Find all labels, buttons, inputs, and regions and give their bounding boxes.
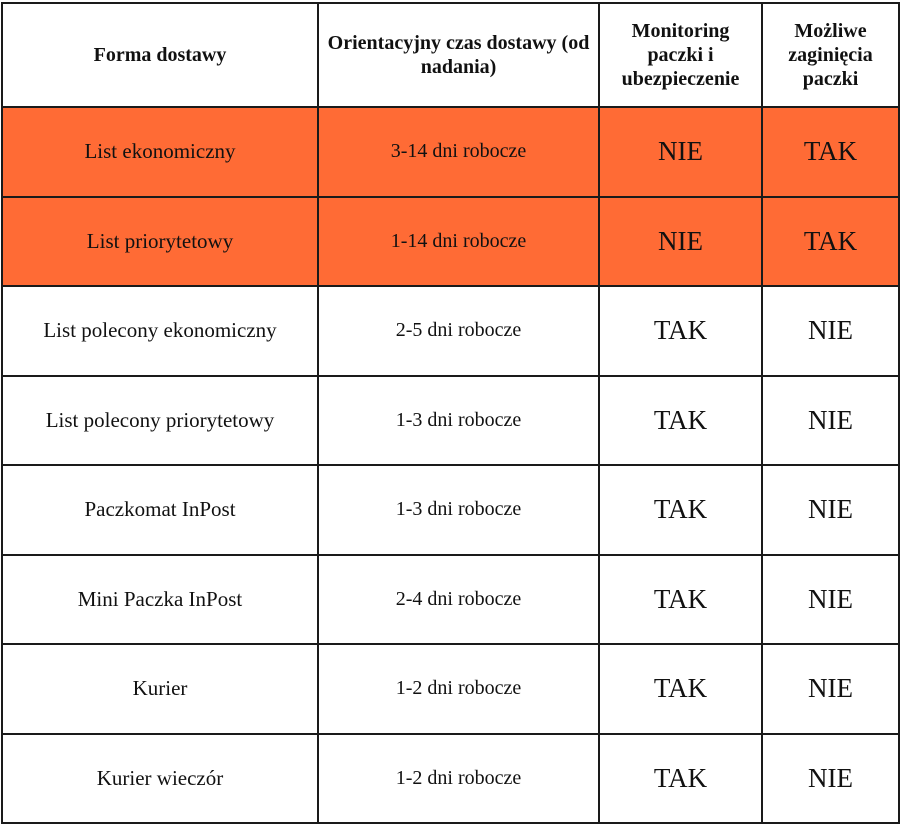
loss-cell: NIE <box>762 376 899 466</box>
delivery-comparison-table <box>1 2 900 824</box>
loss-cell: NIE <box>762 555 899 645</box>
delivery-method-cell: List polecony ekonomiczny <box>2 286 318 376</box>
table-row <box>2 376 899 466</box>
table-row <box>2 644 899 734</box>
loss-cell: NIE <box>762 286 899 376</box>
loss-cell: NIE <box>762 644 899 734</box>
delivery-method-cell: Kurier wieczór <box>2 734 318 824</box>
table-row <box>2 286 899 376</box>
table-row <box>2 465 899 555</box>
delivery-method-cell: Mini Paczka InPost <box>2 555 318 645</box>
delivery-method-cell: Paczkomat InPost <box>2 465 318 555</box>
delivery-time-cell: 1-2 dni robocze <box>318 644 599 734</box>
table-row <box>2 734 899 824</box>
monitoring-cell: TAK <box>599 376 762 466</box>
table-row <box>2 107 899 197</box>
monitoring-cell: TAK <box>599 286 762 376</box>
delivery-method-cell: List ekonomiczny <box>2 107 318 197</box>
header-monitoring-insurance: Monitoring paczki i ubezpieczenie <box>599 3 762 107</box>
loss-cell: NIE <box>762 734 899 824</box>
delivery-time-cell: 2-4 dni robocze <box>318 555 599 645</box>
loss-cell: TAK <box>762 197 899 287</box>
delivery-time-cell: 1-3 dni robocze <box>318 465 599 555</box>
header-possible-loss: Możliwe zaginięcia paczki <box>762 3 899 107</box>
loss-cell: TAK <box>762 107 899 197</box>
monitoring-cell: TAK <box>599 644 762 734</box>
monitoring-cell: NIE <box>599 197 762 287</box>
loss-cell: NIE <box>762 465 899 555</box>
monitoring-cell: TAK <box>599 465 762 555</box>
delivery-method-cell: List polecony priorytetowy <box>2 376 318 466</box>
header-delivery-time: Orientacyjny czas dostawy (od nadania) <box>318 3 599 107</box>
monitoring-cell: NIE <box>599 107 762 197</box>
delivery-time-cell: 1-14 dni robocze <box>318 197 599 287</box>
monitoring-cell: TAK <box>599 555 762 645</box>
delivery-time-cell: 1-3 dni robocze <box>318 376 599 466</box>
table-row <box>2 555 899 645</box>
header-delivery-method: Forma dostawy <box>2 3 318 107</box>
delivery-method-cell: Kurier <box>2 644 318 734</box>
delivery-time-cell: 3-14 dni robocze <box>318 107 599 197</box>
delivery-time-cell: 2-5 dni robocze <box>318 286 599 376</box>
delivery-time-cell: 1-2 dni robocze <box>318 734 599 824</box>
delivery-method-cell: List priorytetowy <box>2 197 318 287</box>
monitoring-cell: TAK <box>599 734 762 824</box>
header-row <box>2 3 899 107</box>
table-row <box>2 197 899 287</box>
